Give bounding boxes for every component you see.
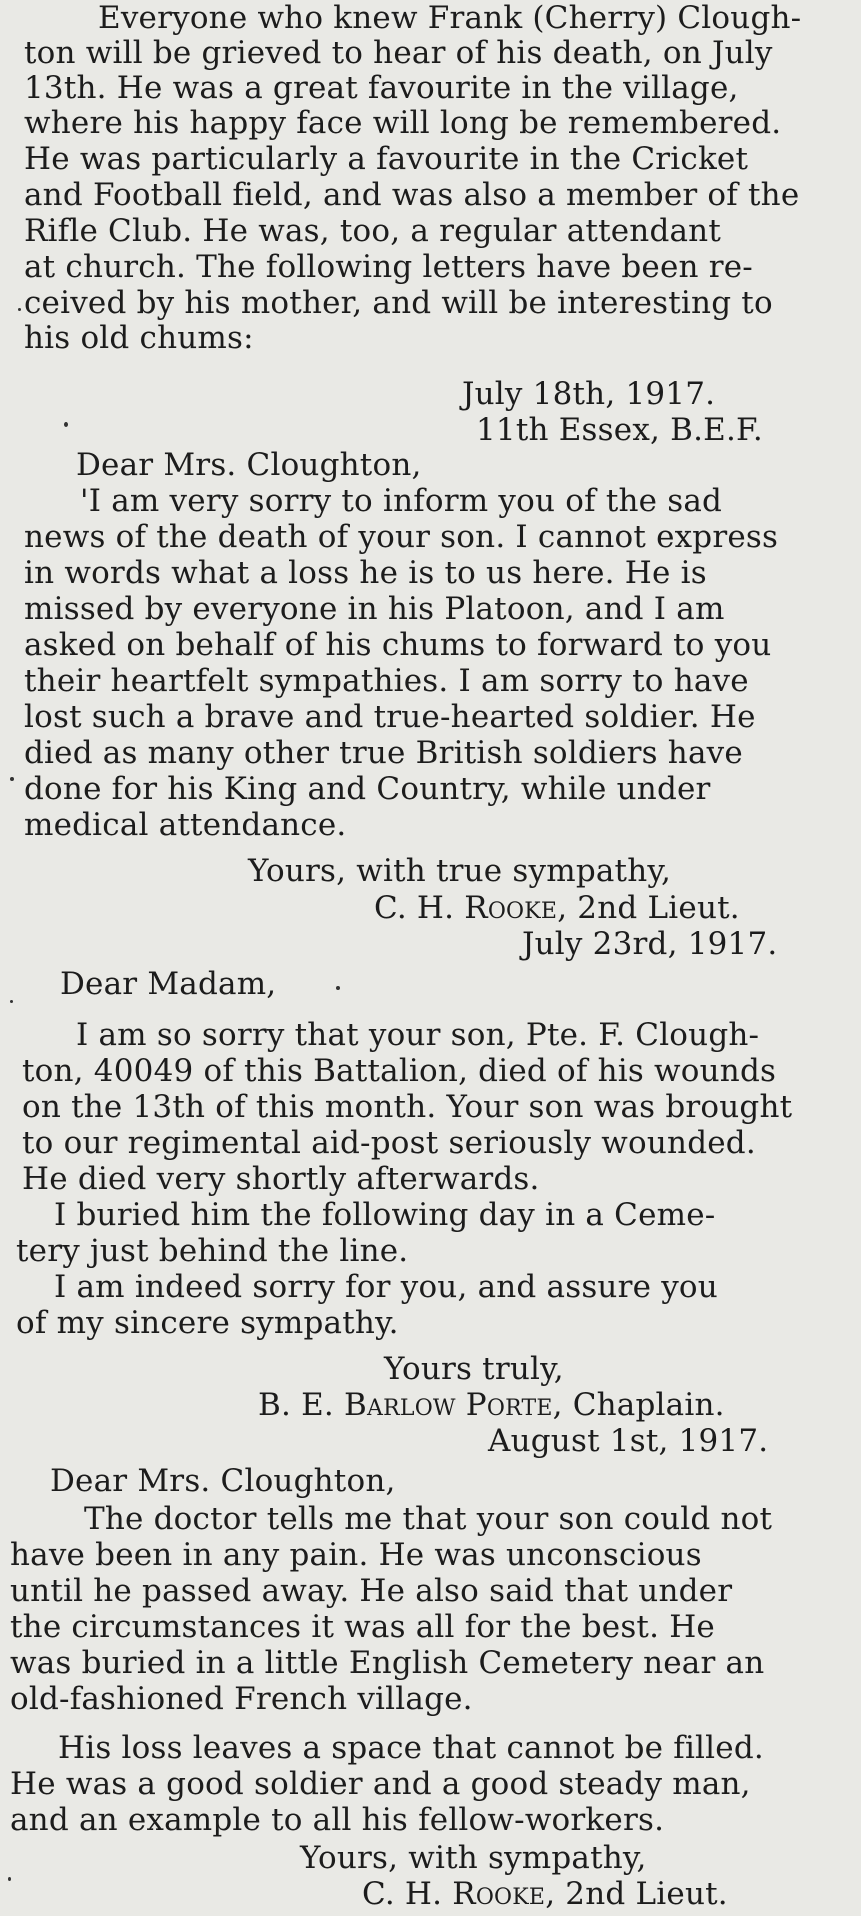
print-speck	[10, 1000, 13, 1003]
intro-line: Rifle Club. He was, too, a regular attendant	[24, 213, 721, 249]
letter-body-line: on the 13th of this month. Your son was brought	[22, 1089, 793, 1125]
letter-body-line: lost such a brave and true-hearted soldier. He	[24, 699, 756, 735]
intro-line: and Football field, and was also a member of the	[24, 177, 800, 213]
intro-line: He was particularly a favourite in the Cricket	[24, 141, 749, 177]
intro-line: Everyone who knew Frank (Cherry) Clough-	[98, 0, 802, 36]
letter-body-line: have been in any pain. He was unconscious	[10, 1537, 702, 1573]
signature-initials: B. E.	[258, 1387, 334, 1423]
letter-body-line: their heartfelt sympathies. I am sorry to have	[24, 663, 749, 699]
intro-line: his old chums:	[24, 320, 254, 356]
letter-salutation: Dear Mrs. Cloughton,	[50, 1463, 396, 1499]
letter-body-line: done for his King and Country, while under	[24, 771, 711, 807]
letter-salutation: Dear Madam,	[60, 966, 277, 1002]
letter-body-line: ton, 40049 of this Battalion, died of his wounds	[22, 1053, 777, 1089]
signature-initials: C. H.	[374, 890, 455, 926]
letter-signature	[258, 1387, 725, 1423]
letter-unit: 11th Essex, B.E.F.	[476, 412, 763, 448]
signature-rank: , Chaplain.	[552, 1387, 725, 1423]
signature-rank: , 2nd Lieut.	[545, 1876, 728, 1912]
letter-signature	[362, 1876, 728, 1912]
letter-body-line: I am indeed sorry for you, and assure you	[54, 1269, 718, 1305]
letter-date: August 1st, 1917.	[488, 1423, 769, 1459]
letter-body-line: The doctor tells me that your son could not	[84, 1501, 773, 1537]
letter-body-line: 'I am very sorry to inform you of the sad	[80, 483, 723, 519]
letter-body-line: died as many other true British soldiers have	[24, 735, 743, 771]
signature-name: Rooke	[464, 890, 558, 926]
intro-line: 13th. He was a great favourite in the village,	[24, 70, 739, 106]
print-speck	[64, 422, 68, 427]
letter-body-line: until he passed away. He also said that under	[10, 1573, 733, 1609]
letter-body-line: news of the death of your son. I cannot express	[24, 519, 779, 555]
signature-initials: C. H.	[362, 1876, 443, 1912]
print-speck	[336, 986, 340, 990]
letter-body-line: asked on behalf of his chums to forward to you	[24, 627, 772, 663]
letter-body-line: the circumstances it was all for the best. He	[10, 1609, 715, 1645]
letter-body-line: to our regimental aid-post seriously wounded.	[22, 1125, 756, 1161]
letter-body-line: in words what a loss he is to us here. He is	[24, 555, 707, 591]
letter-signature	[374, 890, 740, 926]
letter-body-line: His loss leaves a space that cannot be filled.	[58, 1730, 764, 1766]
letter-body-line: of my sincere sympathy.	[16, 1305, 399, 1341]
intro-line: ceived by his mother, and will be interesting to	[24, 285, 773, 321]
intro-line: at church. The following letters have been re-	[24, 249, 753, 285]
letter-closing: Yours, with true sympathy,	[248, 853, 672, 889]
letter-body-line: and an example to all his fellow-workers.	[10, 1802, 665, 1838]
letter-body-line: He was a good soldier and a good steady man,	[10, 1766, 751, 1802]
letter-date: July 18th, 1917.	[462, 376, 716, 412]
letter-body-line: was buried in a little English Cemetery near an	[10, 1645, 765, 1681]
print-speck	[8, 1877, 11, 1881]
letter-body-line: I am so sorry that your son, Pte. F. Clough-	[76, 1017, 760, 1053]
letter-body-line: tery just behind the line.	[16, 1233, 409, 1269]
letter-body-line: He died very shortly afterwards.	[22, 1161, 540, 1197]
letter-body-line: missed by everyone in his Platoon, and I am	[24, 591, 725, 627]
letter-body-line: I buried him the following day in a Ceme-	[54, 1197, 716, 1233]
letter-body-line: medical attendance.	[24, 807, 347, 843]
signature-rank: , 2nd Lieut.	[557, 890, 740, 926]
intro-line: where his happy face will long be remembered.	[24, 105, 782, 141]
letter-date: July 23rd, 1917.	[522, 926, 778, 962]
print-speck	[18, 308, 21, 311]
letter-body-line: old-fashioned French village.	[10, 1681, 473, 1717]
print-speck	[10, 777, 14, 781]
letter-closing: Yours truly,	[384, 1351, 564, 1387]
signature-name: Rooke	[452, 1876, 546, 1912]
intro-line: ton will be grieved to hear of his death, on July	[24, 35, 773, 71]
letter-closing: Yours, with sympathy,	[300, 1840, 647, 1876]
letter-salutation: Dear Mrs. Cloughton,	[76, 447, 422, 483]
signature-name: Barlow Porte	[344, 1387, 553, 1423]
